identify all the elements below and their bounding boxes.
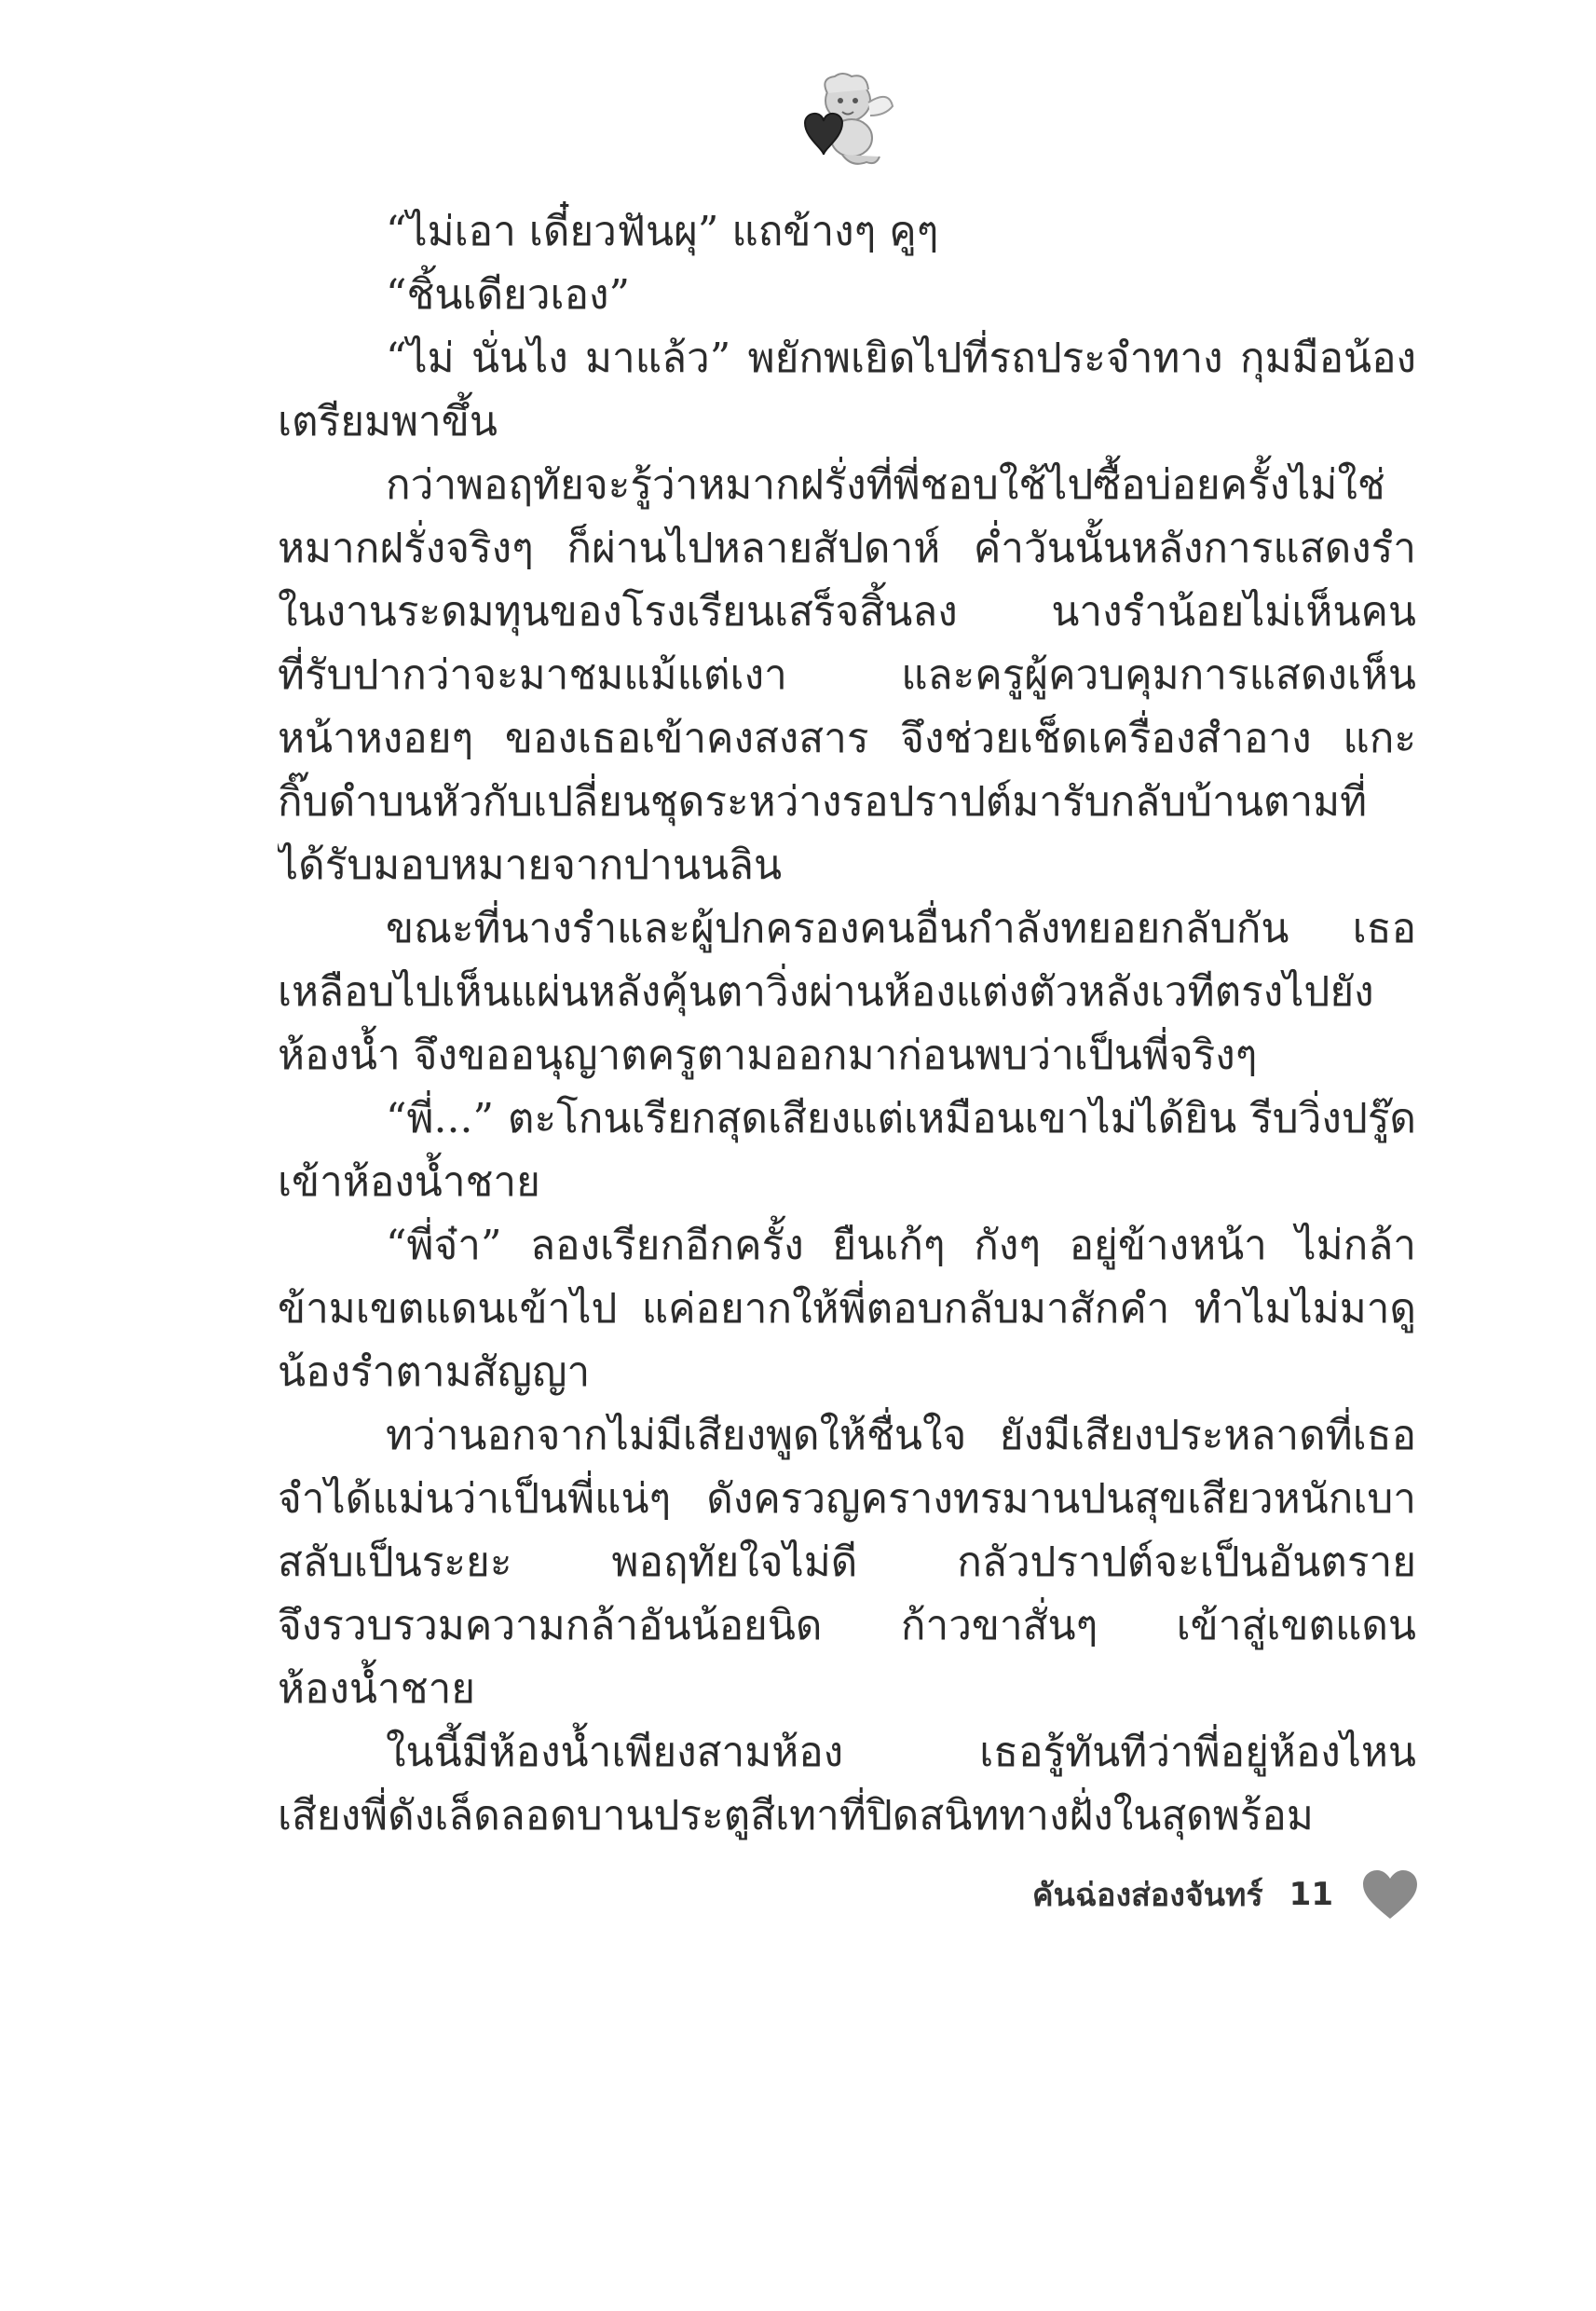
paragraph-line: ในงานระดมทุนของโรงเรียนเสร็จสิ้นลง นางรำน้อยไม่เห็นคน: [278, 588, 1416, 636]
paragraph-first-line: กว่าพอฤทัยจะรู้ว่าหมากฝรั่งที่พี่ชอบใช้ไปซื้อบ่อยครั้งไม่ใช่: [386, 461, 1385, 509]
paragraph-line: สลับเป็นระยะ พอฤทัยใจไม่ดี กลัวปราปต์จะเป็นอันตราย: [278, 1538, 1416, 1586]
paragraph-line: ห้องน้ำ จึงขออนุญาตครูตามออกมาก่อนพบว่าเป็นพี่จริงๆ: [278, 1032, 1258, 1079]
book-title: คันฉ่องส่องจันทร์: [1031, 1877, 1263, 1914]
paragraph-line: หน้าหงอยๆ ของเธอเข้าคงสงสาร จึงช่วยเช็ดเครื่องสำอาง แกะ: [278, 715, 1416, 762]
paragraph-line: ข้ามเขตแดนเข้าไป แค่อยากให้พี่ตอบกลับมาสักคำ ทำไมไม่มาดู: [278, 1285, 1416, 1333]
page-footer: [1032, 1868, 1419, 1921]
paragraph-line: ห้องน้ำชาย: [278, 1665, 476, 1713]
story-text-block: [278, 200, 1416, 1848]
paragraph-line: จึงรวบรวมความกล้าอันน้อยนิด ก้าวขาสั่นๆ เข้าสู่เขตแดน: [278, 1602, 1416, 1649]
paragraph-first-line: “พี่จ๋า” ลองเรียกอีกครั้ง ยืนเก้ๆ กังๆ อยู่ข้างหน้า ไม่กล้า: [386, 1222, 1416, 1269]
paragraph-first-line: “พี่...” ตะโกนเรียกสุดเสียงแต่เหมือนเขาไม่ได้ยิน รีบวิ่งปรู๊ด: [386, 1095, 1416, 1142]
paragraph-line: จำได้แม่นว่าเป็นพี่แน่ๆ ดังครวญครางทรมานปนสุขเสียวหนักเบา: [278, 1475, 1416, 1523]
page-number: 11: [1289, 1876, 1333, 1913]
paragraph-line: หมากฝรั่งจริงๆ ก็ผ่านไปหลายสัปดาห์ ค่ำวันนั้นหลังการแสดงรำ: [278, 525, 1416, 572]
paragraph-first-line: ทว่านอกจากไม่มีเสียงพูดให้ชื่นใจ ยังมีเสียงประหลาดที่เธอ: [386, 1412, 1416, 1459]
paragraph-line: เสียงพี่ดังเล็ดลอดบานประตูสีเทาที่ปิดสนิททางฝั่งในสุดพร้อม: [278, 1792, 1314, 1839]
paragraph-first-line: ขณะที่นางรำและผู้ปกครองคนอื่นกำลังทยอยกลับกัน เธอ: [386, 905, 1416, 952]
paragraph-first-line: ในนี้มีห้องน้ำเพียงสามห้อง เธอรู้ทันทีว่าพี่อยู่ห้องไหน: [386, 1729, 1416, 1776]
paragraph-line: เหลือบไปเห็นแผ่นหลังคุ้นตาวิ่งผ่านห้องแต่งตัวหลังเวทีตรงไปยัง: [278, 968, 1374, 1016]
paragraph-line: เตรียมพาขึ้น: [278, 398, 498, 445]
paragraph-first-line: “ไม่ นั่นไง มาแล้ว” พยักพเยิดไปที่รถประจำทาง กุมมือน้อง: [386, 335, 1416, 382]
paragraph-line: กิ๊บดำบนหัวกับเปลี่ยนชุดระหว่างรอปราปต์มารับกลับบ้านตามที่: [278, 778, 1368, 826]
cherub-holding-heart-icon: [786, 65, 898, 177]
paragraph-first-line: “ไม่เอา เดี๋ยวฟันผุ” แถข้างๆ คูๆ: [386, 208, 939, 255]
paragraph-line: น้องรำตามสัญญา: [278, 1348, 591, 1396]
paragraph-line: ได้รับมอบหมายจากปานนลิน: [278, 841, 783, 889]
paragraph-line: ที่รับปากว่าจะมาชมแม้แต่เงา และครูผู้ควบคุมการแสดงเห็น: [278, 651, 1416, 699]
heart-icon: [1361, 1868, 1419, 1921]
paragraph-line: เข้าห้องน้ำชาย: [278, 1158, 540, 1206]
paragraph-first-line: “ชิ้นเดียวเอง”: [386, 271, 630, 319]
